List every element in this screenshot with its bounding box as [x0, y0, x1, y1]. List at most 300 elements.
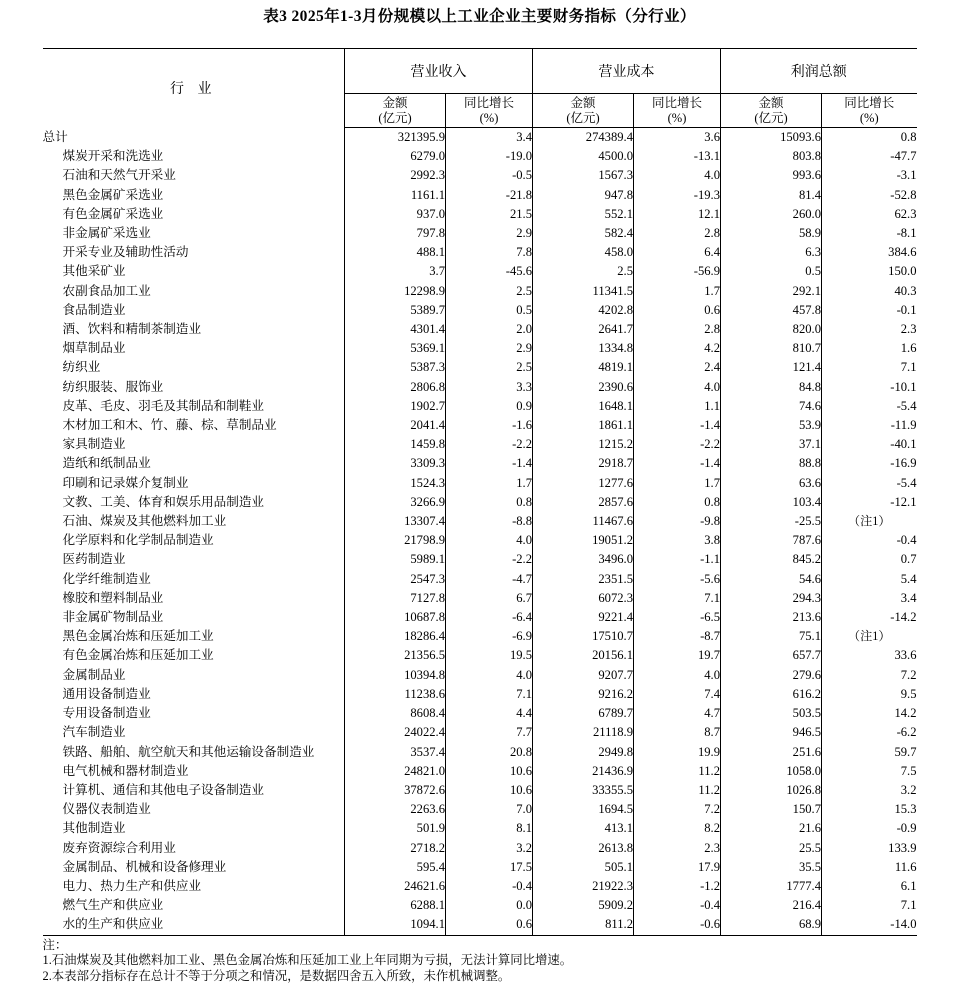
row-profit-amount: 25.5	[721, 839, 822, 858]
row-revenue-growth: 2.9	[446, 339, 533, 358]
row-revenue-amount: 5989.1	[345, 550, 446, 569]
table-row	[43, 531, 917, 550]
row-industry-name	[43, 397, 345, 416]
row-profit-growth: -8.1	[822, 224, 917, 243]
row-cost-growth: -1.4	[634, 416, 721, 435]
row-revenue-growth: 2.5	[446, 282, 533, 301]
row-cost-amount: 413.1	[533, 819, 634, 838]
header-revenue-growth-line2: (%)	[479, 110, 499, 125]
row-revenue-amount: 24821.0	[345, 762, 446, 781]
row-revenue-amount: 5369.1	[345, 339, 446, 358]
industry-label: 石油和天然气开采业	[62, 168, 176, 183]
industry-label: 医药制造业	[62, 552, 126, 567]
row-revenue-growth: 6.7	[446, 589, 533, 608]
row-profit-growth: 6.1	[822, 877, 917, 896]
industry-label: 化学纤维制造业	[62, 571, 151, 586]
table-row	[43, 627, 917, 646]
table-row	[43, 839, 917, 858]
row-profit-growth: 0.8	[822, 128, 917, 148]
row-industry-name	[43, 512, 345, 531]
table-row	[43, 819, 917, 838]
table-row	[43, 128, 917, 148]
row-profit-growth: -5.4	[822, 474, 917, 493]
row-profit-growth: 133.9	[822, 839, 917, 858]
row-profit-growth: -0.4	[822, 531, 917, 550]
row-revenue-amount: 1902.7	[345, 397, 446, 416]
footnote-item-2: 2.本表部分指标存在总计不等于分项之和情况，是数据四舍五入所致，未作机械调整。	[42, 968, 511, 983]
row-cost-amount: 33355.5	[533, 781, 634, 800]
row-revenue-amount: 937.0	[345, 205, 446, 224]
row-profit-growth: 7.5	[822, 762, 917, 781]
table-row	[43, 877, 917, 896]
row-cost-amount: 2.5	[533, 262, 634, 281]
row-cost-amount: 17510.7	[533, 627, 634, 646]
row-profit-amount: 81.4	[721, 186, 822, 205]
table-row	[43, 205, 917, 224]
row-cost-amount: 9216.2	[533, 685, 634, 704]
row-cost-growth: 7.1	[634, 589, 721, 608]
row-profit-growth: （注1）	[822, 512, 917, 531]
header-revenue-amount	[345, 94, 446, 128]
row-cost-growth: -0.6	[634, 915, 721, 935]
industry-label: 有色金属冶炼和压延加工业	[62, 648, 214, 663]
row-revenue-amount: 501.9	[345, 819, 446, 838]
row-cost-amount: 3496.0	[533, 550, 634, 569]
row-revenue-amount: 6279.0	[345, 147, 446, 166]
row-industry-name	[43, 531, 345, 550]
table-row	[43, 493, 917, 512]
row-cost-amount: 947.8	[533, 186, 634, 205]
row-cost-growth: 19.9	[634, 743, 721, 762]
industry-label: 农副食品加工业	[62, 283, 151, 298]
row-profit-amount: 84.8	[721, 378, 822, 397]
industry-label: 仪器仪表制造业	[62, 802, 151, 817]
row-profit-growth: -3.1	[822, 166, 917, 185]
row-revenue-growth: 3.2	[446, 839, 533, 858]
row-revenue-growth: 21.5	[446, 205, 533, 224]
row-revenue-growth: 10.6	[446, 762, 533, 781]
table-row	[43, 570, 917, 589]
industry-label: 纺织服装、服饰业	[62, 379, 164, 394]
row-profit-growth: -47.7	[822, 147, 917, 166]
row-cost-growth: 2.4	[634, 358, 721, 377]
row-industry-name	[43, 454, 345, 473]
row-industry-name	[43, 858, 345, 877]
row-industry-name	[43, 147, 345, 166]
row-revenue-amount: 488.1	[345, 243, 446, 262]
row-cost-amount: 552.1	[533, 205, 634, 224]
row-profit-growth: -0.9	[822, 819, 917, 838]
industry-label: 计算机、通信和其他电子设备制造业	[62, 782, 264, 797]
row-cost-growth: 2.8	[634, 224, 721, 243]
table-row	[43, 550, 917, 569]
row-revenue-growth: -8.8	[446, 512, 533, 531]
industry-label: 燃气生产和供应业	[62, 898, 164, 913]
row-cost-amount: 2351.5	[533, 570, 634, 589]
row-cost-amount: 2857.6	[533, 493, 634, 512]
row-profit-growth: -6.2	[822, 723, 917, 742]
row-industry-name	[43, 378, 345, 397]
row-cost-growth: 3.8	[634, 531, 721, 550]
row-profit-amount: 63.6	[721, 474, 822, 493]
table-row	[43, 282, 917, 301]
table-body	[43, 128, 917, 936]
table-row	[43, 454, 917, 473]
row-profit-amount: 457.8	[721, 301, 822, 320]
industry-label: 专用设备制造业	[62, 706, 151, 721]
table-row	[43, 896, 917, 915]
industry-label: 通用设备制造业	[62, 686, 151, 701]
row-profit-amount: 150.7	[721, 800, 822, 819]
row-revenue-growth: -2.2	[446, 435, 533, 454]
row-industry-name	[43, 915, 345, 935]
header-group-operating-cost: 营业成本	[533, 49, 721, 94]
table-row	[43, 320, 917, 339]
row-revenue-growth: 7.8	[446, 243, 533, 262]
table-row	[43, 666, 917, 685]
row-industry-name	[43, 550, 345, 569]
row-cost-amount: 5909.2	[533, 896, 634, 915]
table-row	[43, 262, 917, 281]
row-revenue-amount: 13307.4	[345, 512, 446, 531]
header-profit-amount	[721, 94, 822, 128]
table-header	[43, 49, 917, 128]
row-cost-growth: 8.2	[634, 819, 721, 838]
row-industry-name	[43, 819, 345, 838]
table-row	[43, 301, 917, 320]
row-industry-name	[43, 320, 345, 339]
row-profit-growth: 14.2	[822, 704, 917, 723]
row-profit-amount: 37.1	[721, 435, 822, 454]
row-revenue-amount: 595.4	[345, 858, 446, 877]
row-profit-amount: 216.4	[721, 896, 822, 915]
row-revenue-amount: 797.8	[345, 224, 446, 243]
row-profit-amount: 616.2	[721, 685, 822, 704]
industry-label: 烟草制品业	[62, 341, 126, 356]
header-profit-amount-line1: 金额	[758, 95, 784, 110]
row-profit-amount: 53.9	[721, 416, 822, 435]
industry-label: 石油、煤炭及其他燃料加工业	[62, 514, 227, 529]
row-cost-growth: 4.0	[634, 166, 721, 185]
industry-label: 开采专业及辅助性活动	[62, 245, 189, 260]
industry-label: 煤炭开采和洗选业	[62, 149, 164, 164]
row-revenue-growth: 20.8	[446, 743, 533, 762]
row-revenue-amount: 1094.1	[345, 915, 446, 935]
row-profit-amount: 260.0	[721, 205, 822, 224]
row-cost-growth: 2.8	[634, 320, 721, 339]
row-cost-amount: 2918.7	[533, 454, 634, 473]
row-cost-growth: 4.0	[634, 378, 721, 397]
industry-label: 橡胶和塑料制品业	[62, 590, 164, 605]
row-industry-name	[43, 493, 345, 512]
industry-label: 印刷和记录媒介复制业	[62, 475, 189, 490]
row-cost-growth: 11.2	[634, 762, 721, 781]
row-revenue-growth: 4.0	[446, 666, 533, 685]
row-cost-growth: 4.7	[634, 704, 721, 723]
row-cost-amount: 4500.0	[533, 147, 634, 166]
row-revenue-growth: 0.8	[446, 493, 533, 512]
row-profit-growth: 15.3	[822, 800, 917, 819]
row-revenue-amount: 2041.4	[345, 416, 446, 435]
row-industry-name	[43, 608, 345, 627]
row-cost-growth: 6.4	[634, 243, 721, 262]
industry-label: 化学原料和化学制品制造业	[62, 533, 214, 548]
row-cost-growth: 0.6	[634, 301, 721, 320]
row-cost-growth: 1.7	[634, 474, 721, 493]
industry-label: 其他采矿业	[62, 264, 126, 279]
row-revenue-amount: 1459.8	[345, 435, 446, 454]
row-industry-name	[43, 262, 345, 281]
row-profit-growth: 59.7	[822, 743, 917, 762]
row-industry-name	[43, 224, 345, 243]
footnote-label: 注：	[42, 937, 68, 952]
row-cost-amount: 4819.1	[533, 358, 634, 377]
row-profit-amount: 292.1	[721, 282, 822, 301]
row-cost-amount: 505.1	[533, 858, 634, 877]
industry-label: 其他制造业	[62, 821, 126, 836]
table-row	[43, 589, 917, 608]
table-row	[43, 416, 917, 435]
row-industry-name	[43, 205, 345, 224]
header-cost-growth-line2: (%)	[667, 110, 687, 125]
row-profit-growth: 384.6	[822, 243, 917, 262]
row-profit-growth: 3.4	[822, 589, 917, 608]
row-industry-name	[43, 282, 345, 301]
table-row	[43, 762, 917, 781]
row-profit-amount: 845.2	[721, 550, 822, 569]
table-row	[43, 781, 917, 800]
row-cost-growth: 4.2	[634, 339, 721, 358]
row-cost-amount: 21118.9	[533, 723, 634, 742]
row-industry-name	[43, 474, 345, 493]
row-revenue-growth: 7.7	[446, 723, 533, 742]
row-profit-growth: -5.4	[822, 397, 917, 416]
row-profit-amount: 1777.4	[721, 877, 822, 896]
table-row	[43, 186, 917, 205]
row-revenue-growth: 8.1	[446, 819, 533, 838]
industry-label: 皮革、毛皮、羽毛及其制品和制鞋业	[62, 398, 264, 413]
table-row	[43, 704, 917, 723]
row-cost-amount: 6072.3	[533, 589, 634, 608]
row-cost-amount: 458.0	[533, 243, 634, 262]
row-revenue-growth: 2.9	[446, 224, 533, 243]
row-cost-amount: 9207.7	[533, 666, 634, 685]
row-revenue-amount: 10394.8	[345, 666, 446, 685]
header-profit-amount-line2: (亿元)	[754, 110, 788, 125]
row-cost-growth: 8.7	[634, 723, 721, 742]
row-revenue-growth: 2.0	[446, 320, 533, 339]
row-cost-amount: 4202.8	[533, 301, 634, 320]
row-profit-amount: 251.6	[721, 743, 822, 762]
row-cost-amount: 582.4	[533, 224, 634, 243]
row-cost-growth: 4.0	[634, 666, 721, 685]
row-revenue-amount: 2547.3	[345, 570, 446, 589]
header-profit-growth-line2: (%)	[859, 110, 879, 125]
row-revenue-amount: 24022.4	[345, 723, 446, 742]
row-revenue-growth: 10.6	[446, 781, 533, 800]
row-cost-amount: 274389.4	[533, 128, 634, 148]
row-profit-growth: 40.3	[822, 282, 917, 301]
row-cost-amount: 2613.8	[533, 839, 634, 858]
row-profit-growth: 5.4	[822, 570, 917, 589]
row-cost-amount: 20156.1	[533, 646, 634, 665]
row-profit-amount: 279.6	[721, 666, 822, 685]
row-cost-amount: 2390.6	[533, 378, 634, 397]
row-revenue-growth: -1.6	[446, 416, 533, 435]
row-cost-growth: -8.7	[634, 627, 721, 646]
row-cost-amount: 1334.8	[533, 339, 634, 358]
row-revenue-amount: 2806.8	[345, 378, 446, 397]
row-revenue-growth: 0.5	[446, 301, 533, 320]
row-industry-name	[43, 339, 345, 358]
row-cost-growth: -5.6	[634, 570, 721, 589]
row-industry-name	[43, 839, 345, 858]
row-cost-amount: 21922.3	[533, 877, 634, 896]
row-revenue-amount: 3537.4	[345, 743, 446, 762]
row-profit-amount: 993.6	[721, 166, 822, 185]
table-row	[43, 397, 917, 416]
row-revenue-growth: 1.7	[446, 474, 533, 493]
row-revenue-amount: 18286.4	[345, 627, 446, 646]
industry-label: 有色金属矿采选业	[62, 206, 164, 221]
row-profit-amount: 121.4	[721, 358, 822, 377]
industry-label: 文教、工美、体育和娱乐用品制造业	[62, 494, 264, 509]
row-revenue-growth: 3.4	[446, 128, 533, 148]
row-revenue-growth: -2.2	[446, 550, 533, 569]
table-row	[43, 224, 917, 243]
row-profit-growth: -14.2	[822, 608, 917, 627]
row-profit-growth: 7.1	[822, 896, 917, 915]
row-profit-growth: 7.2	[822, 666, 917, 685]
row-profit-amount: 1058.0	[721, 762, 822, 781]
footnote-item-1: 1.石油煤炭及其他燃料加工业、黑色金属冶炼和压延加工业上年同期为亏损，无法计算同比增速。	[42, 953, 573, 968]
row-industry-name	[43, 128, 345, 148]
industry-label: 铁路、船舶、航空航天和其他运输设备制造业	[62, 744, 315, 759]
row-revenue-amount: 24621.6	[345, 877, 446, 896]
row-cost-amount: 2641.7	[533, 320, 634, 339]
table-row	[43, 166, 917, 185]
row-revenue-growth: 4.4	[446, 704, 533, 723]
row-profit-amount: 657.7	[721, 646, 822, 665]
row-profit-amount: 213.6	[721, 608, 822, 627]
header-group-operating-revenue: 营业收入	[345, 49, 533, 94]
page-title: 表3 2025年1-3月份规模以上工业企业主要财务指标（分行业）	[263, 8, 696, 25]
row-profit-growth: -10.1	[822, 378, 917, 397]
row-profit-amount: 74.6	[721, 397, 822, 416]
row-profit-amount: 54.6	[721, 570, 822, 589]
row-cost-amount: 11467.6	[533, 512, 634, 531]
header-revenue-amount-line1: 金额	[382, 95, 408, 110]
row-profit-growth: 1.6	[822, 339, 917, 358]
industry-label: 造纸和纸制品业	[62, 456, 151, 471]
row-cost-amount: 1861.1	[533, 416, 634, 435]
row-industry-name	[43, 646, 345, 665]
row-revenue-growth: 3.3	[446, 378, 533, 397]
industry-label: 家具制造业	[62, 437, 126, 452]
footnotes	[43, 936, 917, 984]
row-cost-growth: 7.4	[634, 685, 721, 704]
table-row	[43, 512, 917, 531]
row-industry-name	[43, 589, 345, 608]
row-cost-growth: 1.1	[634, 397, 721, 416]
row-profit-amount: 1026.8	[721, 781, 822, 800]
row-profit-amount: -25.5	[721, 512, 822, 531]
row-profit-growth: 7.1	[822, 358, 917, 377]
row-profit-growth: 0.7	[822, 550, 917, 569]
row-cost-growth: 11.2	[634, 781, 721, 800]
row-profit-growth: -0.1	[822, 301, 917, 320]
table-row	[43, 358, 917, 377]
row-industry-name	[43, 704, 345, 723]
row-industry-name	[43, 243, 345, 262]
row-cost-amount: 1215.2	[533, 435, 634, 454]
row-revenue-amount: 1161.1	[345, 186, 446, 205]
row-revenue-growth: 19.5	[446, 646, 533, 665]
row-industry-name	[43, 570, 345, 589]
row-industry-name	[43, 301, 345, 320]
row-cost-amount: 6789.7	[533, 704, 634, 723]
header-cost-growth-line1: 同比增长	[651, 95, 702, 110]
industry-label: 金属制品、机械和设备修理业	[62, 859, 227, 874]
table-row	[43, 243, 917, 262]
header-cost-amount-line1: 金额	[570, 95, 596, 110]
row-revenue-amount: 3309.3	[345, 454, 446, 473]
row-revenue-amount: 3266.9	[345, 493, 446, 512]
row-profit-growth: -14.0	[822, 915, 917, 935]
row-cost-amount: 2949.8	[533, 743, 634, 762]
row-revenue-amount: 6288.1	[345, 896, 446, 915]
row-industry-name	[43, 627, 345, 646]
row-cost-growth: 19.7	[634, 646, 721, 665]
industry-label: 金属制品业	[62, 667, 126, 682]
table-row	[43, 646, 917, 665]
table-row	[43, 800, 917, 819]
row-cost-growth: 3.6	[634, 128, 721, 148]
row-revenue-growth: 4.0	[446, 531, 533, 550]
row-profit-growth: 62.3	[822, 205, 917, 224]
row-cost-growth: 2.3	[634, 839, 721, 858]
row-industry-name	[43, 358, 345, 377]
row-revenue-growth: -0.5	[446, 166, 533, 185]
row-industry-name	[43, 416, 345, 435]
row-profit-growth: 150.0	[822, 262, 917, 281]
row-revenue-amount: 11238.6	[345, 685, 446, 704]
row-revenue-growth: 7.0	[446, 800, 533, 819]
row-revenue-amount: 4301.4	[345, 320, 446, 339]
row-cost-growth: -0.4	[634, 896, 721, 915]
header-group-total-profit: 利润总额	[721, 49, 917, 94]
row-profit-growth: -16.9	[822, 454, 917, 473]
row-industry-name	[43, 685, 345, 704]
industry-label: 食品制造业	[62, 302, 126, 317]
row-profit-growth: -12.1	[822, 493, 917, 512]
row-cost-amount: 1277.6	[533, 474, 634, 493]
table-row	[43, 723, 917, 742]
row-profit-growth: 2.3	[822, 320, 917, 339]
row-revenue-growth: 17.5	[446, 858, 533, 877]
header-cost-amount	[533, 94, 634, 128]
header-revenue-growth	[446, 94, 533, 128]
row-industry-name	[43, 666, 345, 685]
row-profit-growth: -11.9	[822, 416, 917, 435]
row-profit-amount: 0.5	[721, 262, 822, 281]
row-cost-amount: 19051.2	[533, 531, 634, 550]
row-cost-growth: -1.4	[634, 454, 721, 473]
row-profit-amount: 103.4	[721, 493, 822, 512]
row-revenue-amount: 5389.7	[345, 301, 446, 320]
row-cost-amount: 9221.4	[533, 608, 634, 627]
row-revenue-growth: 0.0	[446, 896, 533, 915]
